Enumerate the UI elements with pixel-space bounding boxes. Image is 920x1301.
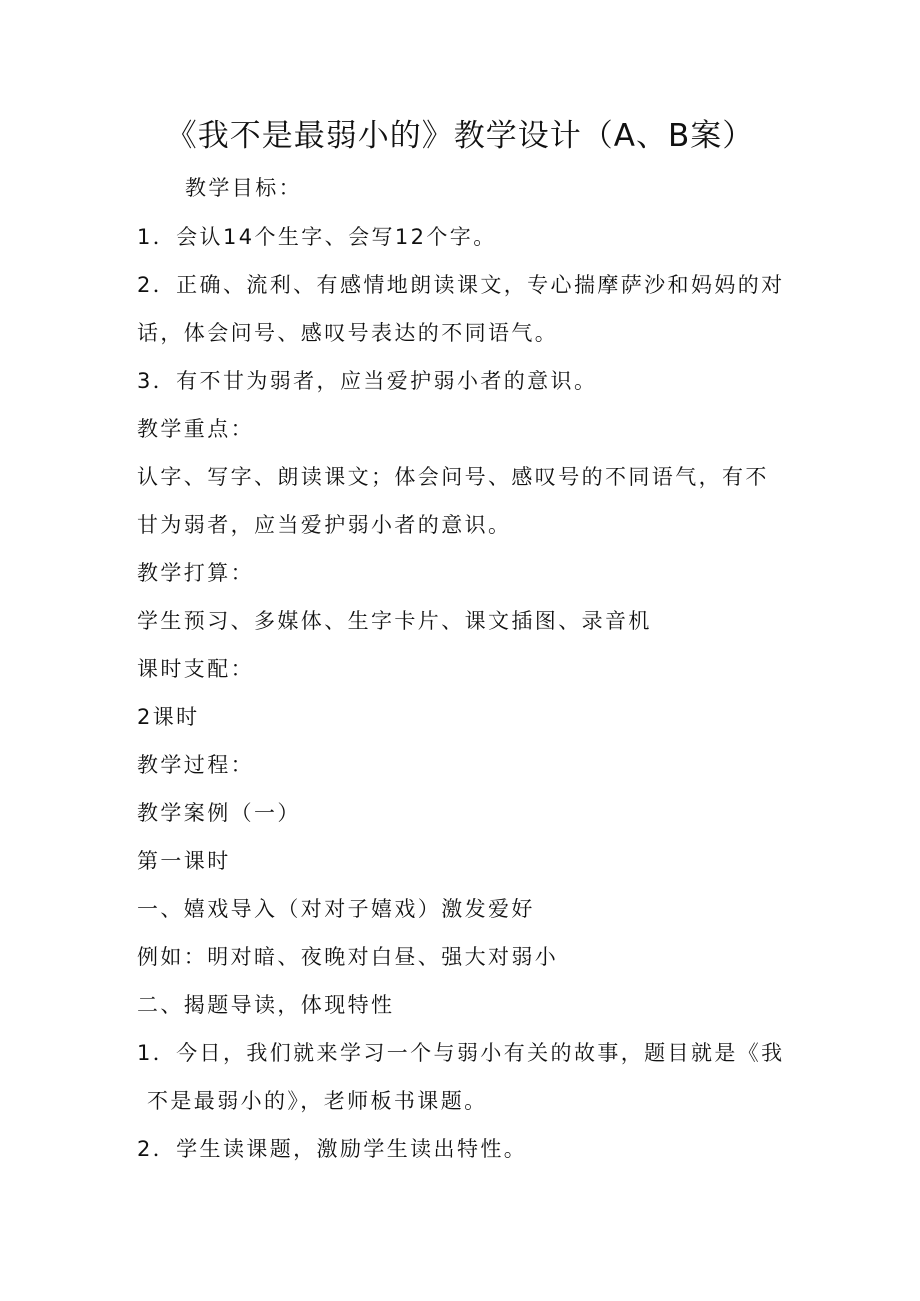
heading-teaching-focus: 教学重点： bbox=[137, 417, 254, 441]
teaching-focus-text: 认字、写字、朗读课文；体会问号、感叹号的不同语气，有不 bbox=[137, 465, 769, 489]
section-two-item-1: 1．今日，我们就来学习一个与弱小有关的故事，题目就是《我 bbox=[137, 1041, 785, 1065]
section-one-heading: 一、嬉戏导入（对对子嬉戏）激发爱好 bbox=[137, 897, 535, 921]
class-hours-text: 2课时 bbox=[137, 705, 200, 729]
teaching-case-heading: 教学案例（一） bbox=[137, 801, 301, 825]
goal-item-3: 3．有不甘为弱者，应当爱护弱小者的意识。 bbox=[137, 369, 598, 393]
section-two-heading: 二、揭题导读，体现特性 bbox=[137, 993, 395, 1017]
goal-item-2: 2．正确、流利、有感情地朗读课文，专心揣摩萨沙和妈妈的对 bbox=[137, 273, 785, 297]
first-lesson-heading: 第一课时 bbox=[137, 849, 231, 873]
teaching-focus-text-continued: 甘为弱者，应当爱护弱小者的意识。 bbox=[137, 513, 512, 537]
teaching-preparation-text: 学生预习、多媒体、生字卡片、课文插图、录音机 bbox=[137, 609, 652, 633]
section-two-item-1-continued: 不是最弱小的》，老师板书课题。 bbox=[147, 1089, 488, 1113]
heading-class-hours: 课时支配： bbox=[137, 657, 254, 681]
section-one-example: 例如：明对暗、夜晚对白昼、强大对弱小 bbox=[137, 945, 559, 969]
heading-teaching-preparation: 教学打算： bbox=[137, 561, 254, 585]
heading-teaching-goals: 教学目标： bbox=[185, 176, 302, 200]
heading-teaching-process: 教学过程： bbox=[137, 753, 254, 777]
document-title: 《我不是最弱小的》教学设计（A、B案） bbox=[165, 118, 755, 154]
section-two-item-2: 2．学生读课题，激励学生读出特性。 bbox=[137, 1137, 528, 1161]
goal-item-2-continued: 话，体会问号、感叹号表达的不同语气。 bbox=[137, 321, 559, 345]
goal-item-1: 1．会认14个生字、会写12个字。 bbox=[137, 225, 497, 249]
